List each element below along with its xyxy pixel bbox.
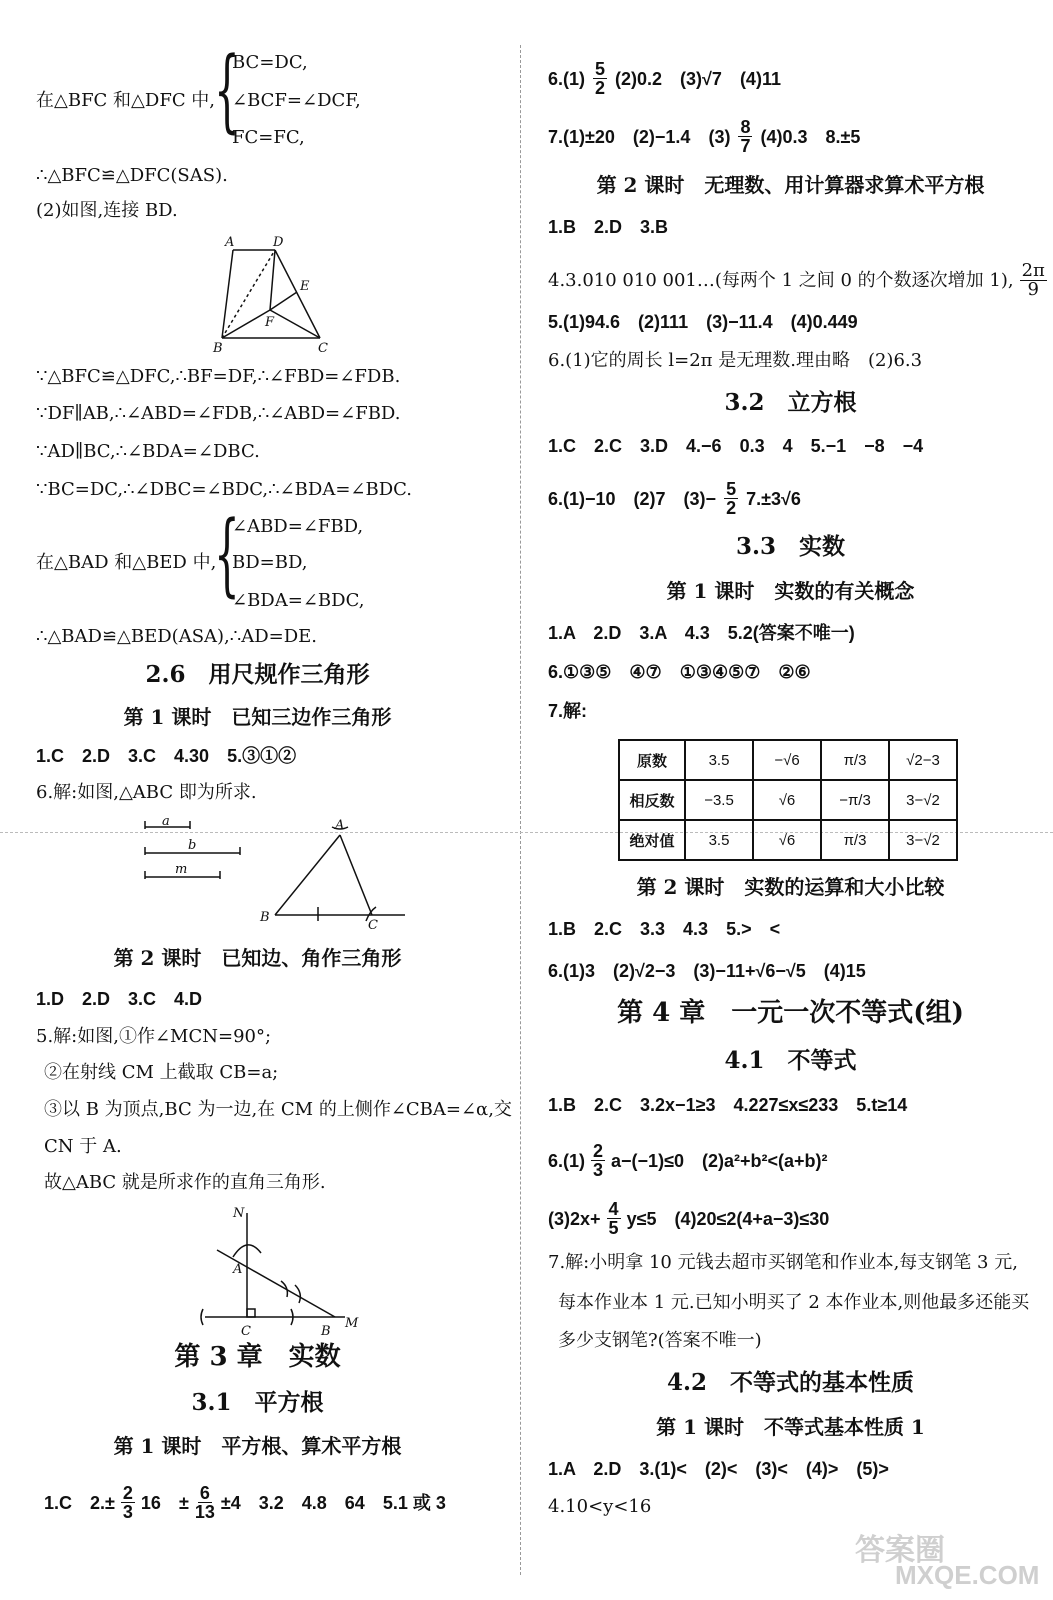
answer-line: (3)2x+ $\frac{4}{5}$ y≤5 (4)20≤2(4+a−3)≤30: [548, 1199, 830, 1238]
section-heading: 3.1 平方根: [191, 1389, 324, 1416]
text-line: ∵△BFC≌△DFC,∴BF=DF,∴∠FBD=∠FDB.: [36, 366, 401, 387]
table-cell: −3.5: [685, 780, 753, 820]
fraction: $\frac{2}{3}$: [122, 1483, 133, 1522]
table-cell: 相反数: [619, 780, 685, 820]
table-row: [619, 780, 957, 820]
label-a: a: [162, 815, 170, 829]
text-line: ③以 B 为顶点,BC 为一边,在 CM 的上侧作∠CBA=∠α,交: [44, 1099, 512, 1120]
fraction: $\frac{2}{3}$: [593, 1141, 604, 1180]
text-line: CN 于 A.: [44, 1136, 122, 1157]
section-heading: 3.3 实数: [735, 533, 845, 560]
chapter-heading: 第 4 章 一元一次不等式(组): [617, 998, 964, 1028]
table-cell: √6: [753, 820, 821, 860]
text-line: 5.解:如图,①作∠MCN=90°;: [36, 1026, 272, 1047]
fraction: $\frac{4}{5}$: [608, 1199, 619, 1238]
label-C: C: [318, 341, 328, 355]
label-D: D: [273, 235, 284, 250]
text-line: 在△BFC 和△DFC 中,: [36, 90, 216, 111]
text-line: (2)如图,连接 BD.: [36, 200, 178, 221]
text-line: BC=DC,: [232, 52, 308, 73]
fraction: $\frac{5}{2}$: [595, 59, 606, 98]
section-heading: 4.1 不等式: [724, 1047, 857, 1074]
label-B: B: [321, 1324, 331, 1339]
text-line: ∵DF∥AB,∴∠ABD=∠FDB,∴∠ABD=∠FBD.: [36, 403, 401, 424]
table-row: [619, 740, 957, 780]
answer-line: 6.(1)−10 (2)7 (3)− $\frac{5}{2}$ 7.±3√6: [548, 479, 801, 518]
chapter-heading: 第 3 章 实数: [174, 1342, 341, 1372]
text-line: FC=FC,: [232, 127, 305, 148]
table-cell: 原数: [619, 740, 685, 780]
watermark-logo: 答案圈: [855, 1534, 945, 1567]
table-cell: 3.5: [685, 820, 753, 860]
answer-line: 1.C 2.± $\frac{2}{3}$ 16 ± $\frac{6}{13}$ ±4 3.2 4.8 64 5.1 或 3: [44, 1483, 446, 1522]
answer-line: 7.解:: [548, 701, 588, 721]
label-C: C: [241, 1324, 251, 1339]
text-line: 6.解:如图,△ABC 即为所求.: [36, 782, 257, 803]
text-line: 在△BAD 和△BED 中,: [36, 552, 217, 573]
text-line: ∠ABD=∠FBD,: [232, 516, 364, 537]
label-E: E: [300, 279, 310, 294]
answer-line: 4.10<y<16: [548, 1496, 652, 1517]
text-line: 故△ABC 就是所求作的直角三角形.: [44, 1172, 326, 1193]
column-divider: [520, 45, 521, 1575]
table-cell: −π/3: [821, 780, 889, 820]
table-cell: √2−3: [889, 740, 957, 780]
section-heading: 4.2 不等式的基本性质: [666, 1369, 914, 1396]
real-number-table: [618, 739, 958, 861]
answer-line: 5.(1)94.6 (2)111 (3)−11.4 (4)0.449: [548, 312, 858, 332]
label-A: A: [233, 1262, 243, 1277]
text-line: ∴△BAD≌△BED(ASA),∴AD=DE.: [36, 626, 318, 647]
answer-line: 6.(1)它的周长 l=2π 是无理数.理由略 (2)6.3: [548, 350, 923, 371]
watermark-url: MXQE.COM: [895, 1560, 1040, 1590]
figure-quadrilateral: [205, 230, 340, 355]
text-line: 每本作业本 1 元.已知小明买了 2 本作业本,则他最多还能买: [558, 1292, 1030, 1313]
label-F: F: [265, 315, 275, 330]
lesson-heading: 第 1 课时 平方根、算术平方根: [113, 1434, 402, 1458]
table-cell: 绝对值: [619, 820, 685, 860]
answer-line: 1.C 2.C 3.D 4.−6 0.3 4 5.−1 −8 −4: [548, 436, 924, 456]
answer-line: 6.①③⑤ ④⑦ ①③④⑤⑦ ②⑥: [548, 662, 811, 682]
label-M: M: [345, 1316, 359, 1331]
lesson-heading: 第 2 课时 已知边、角作三角形: [113, 946, 402, 970]
text-line: ②在射线 CM 上截取 CB=a;: [44, 1062, 279, 1083]
text-line: ∠BDA=∠BDC,: [232, 590, 365, 611]
answer-line: 1.B 2.D 3.B: [548, 217, 669, 237]
text-line: 7.解:小明拿 10 元钱去超市买钢笔和作业本,每支钢笔 3 元,: [548, 1252, 1018, 1273]
table-cell: 3−√2: [889, 820, 957, 860]
lesson-heading: 第 2 课时 无理数、用计算器求算术平方根: [596, 173, 985, 197]
table-cell: π/3: [821, 820, 889, 860]
answer-line: 4.3.010 010 001…(每两个 1 之间 0 的个数逐次增加 1), $\frac{2\pi}{9}$: [548, 260, 1045, 300]
text-line: ∴△BFC≌△DFC(SAS).: [36, 165, 228, 186]
lesson-heading: 第 2 课时 实数的运算和大小比较: [636, 875, 945, 899]
brace: {: [214, 502, 240, 607]
answer-line: 7.(1)±20 (2)−1.4 (3) $\frac{8}{7}$ (4)0.3 8.±5: [548, 117, 861, 156]
section-heading: 2.6 用尺规作三角形: [145, 661, 370, 688]
label-A: A: [225, 235, 235, 250]
answer-line: 1.A 2.D 3.A 4.3 5.2(答案不唯一): [548, 623, 855, 643]
text-line: ∵AD∥BC,∴∠BDA=∠DBC.: [36, 441, 260, 462]
answer-line: 1.B 2.C 3.2x−1≥3 4.227≤x≤233 5.t≥14: [548, 1095, 908, 1115]
label-b: b: [188, 838, 197, 853]
label-C: C: [368, 918, 378, 930]
fraction: $\frac{2\pi}{9}$: [1021, 260, 1045, 300]
answer-line: 6.(1)3 (2)√2−3 (3)−11+√6−√5 (4)15: [548, 961, 866, 981]
label-B: B: [213, 341, 223, 355]
text-line: 多少支钢笔?(答案不唯一): [558, 1330, 762, 1351]
answer-line: 1.B 2.C 3.3 4.3 5.> <: [548, 919, 781, 939]
lesson-heading: 第 1 课时 不等式基本性质 1: [656, 1415, 925, 1439]
table-cell: π/3: [821, 740, 889, 780]
answer-line: 1.C 2.D 3.C 4.30 5.③①②: [36, 746, 297, 766]
label-A: A: [335, 818, 345, 833]
label-N: N: [233, 1206, 245, 1221]
answer-line: 1.A 2.D 3.(1)< (2)< (3)< (4)> (5)>: [548, 1459, 889, 1479]
table-cell: 3−√2: [889, 780, 957, 820]
figure-sss-construction: [140, 815, 410, 930]
label-B: B: [260, 910, 270, 925]
text-line: ∠BCF=∠DCF,: [232, 90, 361, 111]
table-cell: √6: [753, 780, 821, 820]
table-cell: 3.5: [685, 740, 753, 780]
table-cell: −√6: [753, 740, 821, 780]
answer-line: 6.(1) $\frac{5}{2}$ (2)0.2 (3)√7 (4)11: [548, 59, 781, 98]
label-m: m: [175, 862, 188, 877]
fraction: $\frac{8}{7}$: [740, 117, 751, 156]
lesson-heading: 第 1 课时 实数的有关概念: [666, 579, 915, 603]
text-line: ∵BC=DC,∴∠DBC=∠BDC,∴∠BDA=∠BDC.: [36, 479, 412, 500]
section-heading: 3.2 立方根: [724, 389, 857, 416]
figure-right-triangle: [195, 1205, 365, 1340]
lesson-heading: 第 1 课时 已知三边作三角形: [123, 705, 392, 729]
fraction: $\frac{5}{2}$: [726, 479, 737, 518]
fraction: $\frac{6}{13}$: [194, 1483, 215, 1522]
text-line: BD=BD,: [232, 552, 308, 573]
brace: {: [214, 38, 240, 143]
answer-line: 6.(1) $\frac{2}{3}$ a−(−1)≤0 (2)a²+b²<(a+b)²: [548, 1141, 828, 1180]
table-row: [619, 820, 957, 860]
answer-line: 1.D 2.D 3.C 4.D: [36, 989, 203, 1009]
